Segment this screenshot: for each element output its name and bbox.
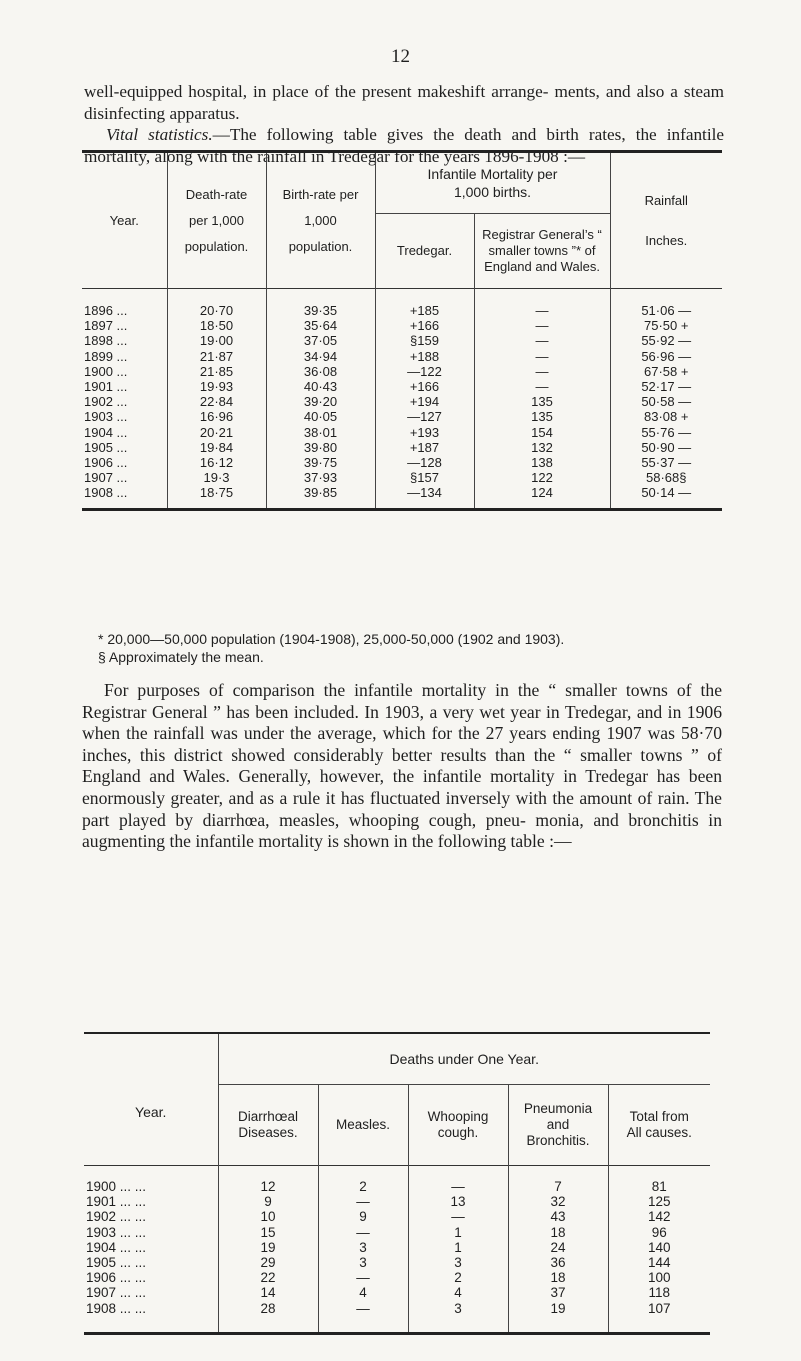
rainfall-inches: 55·37 —	[610, 455, 722, 470]
footnote-approximate: § Approximately the mean.	[98, 649, 264, 665]
table-row	[84, 1301, 710, 1334]
infantile-registrar: 138	[474, 455, 610, 470]
diarrhoeal-deaths: 19	[218, 1240, 318, 1255]
death-rate: 21·85	[167, 364, 266, 379]
infantile-tredegar: §159	[375, 333, 474, 348]
measles-deaths: —	[318, 1270, 408, 1285]
table-row	[84, 1209, 710, 1224]
table-row	[82, 425, 722, 440]
diarrhoeal-deaths: 29	[218, 1255, 318, 1270]
total-deaths: 81	[608, 1166, 710, 1195]
whooping-cough-deaths: 2	[408, 1270, 508, 1285]
infant-deaths-table	[84, 1032, 710, 1335]
rainfall-inches: 50·58 —	[610, 394, 722, 409]
row-year: 1903 ...	[84, 409, 128, 425]
infantile-registrar: 122	[474, 470, 610, 485]
diarrhoeal-deaths: 10	[218, 1209, 318, 1224]
header-tredegar: Tredegar.	[375, 214, 474, 289]
whooping-cough-deaths: 3	[408, 1301, 508, 1334]
table-row	[82, 379, 722, 394]
measles-deaths: 3	[318, 1240, 408, 1255]
total-deaths: 125	[608, 1194, 710, 1209]
birth-rate: 36·08	[266, 364, 375, 379]
table-row	[82, 409, 722, 424]
measles-deaths: 9	[318, 1209, 408, 1224]
infantile-registrar: 135	[474, 394, 610, 409]
row-year: 1900 ...	[84, 363, 128, 379]
whooping-cough-deaths: 3	[408, 1255, 508, 1270]
row-year: 1897 ...	[84, 318, 128, 334]
table-row	[84, 1270, 710, 1285]
pneumonia-deaths: 24	[508, 1240, 608, 1255]
rainfall-inches: 56·96 —	[610, 349, 722, 364]
row-year: 1907 ... ...	[86, 1285, 147, 1301]
birth-rate: 34·94	[266, 349, 375, 364]
rainfall-inches: 83·08 +	[610, 409, 722, 424]
infantile-registrar: —	[474, 364, 610, 379]
total-deaths: 140	[608, 1240, 710, 1255]
row-year: 1899 ...	[84, 348, 128, 364]
whooping-cough-deaths: 1	[408, 1240, 508, 1255]
total-deaths: 107	[608, 1301, 710, 1334]
infantile-tredegar: §157	[375, 470, 474, 485]
whooping-cough-deaths: —	[408, 1166, 508, 1195]
infantile-tredegar: —134	[375, 485, 474, 510]
death-rate: 18·50	[167, 318, 266, 333]
birth-rate: 40·43	[266, 379, 375, 394]
death-rate: 19·93	[167, 379, 266, 394]
table-row	[82, 455, 722, 470]
diarrhoeal-deaths: 12	[218, 1166, 318, 1195]
row-year: 1902 ...	[84, 394, 128, 410]
intro-text: well-equipped hospital, in place of the present makeshift arrange- ments, and also a steam disinfecting apparatus.	[84, 82, 724, 123]
infantile-tredegar: —127	[375, 409, 474, 424]
vital-statistics-table	[82, 150, 722, 511]
total-deaths: 142	[608, 1209, 710, 1224]
diarrhoeal-deaths: 9	[218, 1194, 318, 1209]
row-year: 1898 ...	[84, 333, 128, 349]
birth-rate: 37·93	[266, 470, 375, 485]
header-diarrhoeal: Diarrhœal Diseases.	[218, 1085, 318, 1166]
infantile-registrar: 132	[474, 440, 610, 455]
row-year: 1901 ... ...	[86, 1194, 147, 1210]
birth-rate: 39·75	[266, 455, 375, 470]
pneumonia-deaths: 32	[508, 1194, 608, 1209]
rainfall-inches: 75·50 +	[610, 318, 722, 333]
infantile-tredegar: +188	[375, 349, 474, 364]
row-year: 1906 ...	[84, 454, 128, 470]
death-rate: 20·70	[167, 289, 266, 319]
diarrhoeal-deaths: 28	[218, 1301, 318, 1334]
rainfall-inches: 58·68§	[610, 470, 722, 485]
diarrhoeal-deaths: 14	[218, 1285, 318, 1300]
birth-rate: 39·20	[266, 394, 375, 409]
infantile-tredegar: +166	[375, 379, 474, 394]
row-year: 1896 ...	[84, 303, 128, 319]
vital-statistics-label: Vital statistics.	[106, 125, 213, 144]
birth-rate: 39·85	[266, 485, 375, 510]
pneumonia-deaths: 19	[508, 1301, 608, 1334]
table-row	[82, 470, 722, 485]
pneumonia-deaths: 36	[508, 1255, 608, 1270]
table-row	[82, 394, 722, 409]
infantile-tredegar: +187	[375, 440, 474, 455]
rainfall-inches: 50·14 —	[610, 485, 722, 510]
table-row	[84, 1225, 710, 1240]
table-row	[82, 289, 722, 319]
birth-rate: 38·01	[266, 425, 375, 440]
whooping-cough-deaths: 4	[408, 1285, 508, 1300]
birth-rate: 37·05	[266, 333, 375, 348]
pneumonia-deaths: 18	[508, 1225, 608, 1240]
table-row	[82, 485, 722, 510]
infantile-tredegar: +185	[375, 289, 474, 319]
measles-deaths: —	[318, 1194, 408, 1209]
table-footnotes	[98, 630, 738, 666]
row-year: 1908 ... ...	[86, 1300, 147, 1316]
row-year: 1904 ...	[84, 424, 128, 440]
row-year: 1905 ...	[84, 439, 128, 455]
header-rainfall: Rainfall Inches.	[610, 152, 722, 289]
table-row	[84, 1255, 710, 1270]
rainfall-inches: 52·17 —	[610, 379, 722, 394]
birth-rate: 39·80	[266, 440, 375, 455]
whooping-cough-deaths: —	[408, 1209, 508, 1224]
death-rate: 19·84	[167, 440, 266, 455]
row-year: 1908 ...	[84, 485, 128, 501]
total-deaths: 144	[608, 1255, 710, 1270]
diarrhoeal-deaths: 22	[218, 1270, 318, 1285]
row-year: 1907 ...	[84, 470, 128, 486]
total-deaths: 100	[608, 1270, 710, 1285]
infantile-registrar: —	[474, 318, 610, 333]
footnote-population: * 20,000—50,000 population (1904-1908), 25,000-50,000 (1902 and 1903).	[98, 631, 565, 647]
measles-deaths: 3	[318, 1255, 408, 1270]
measles-deaths: 2	[318, 1166, 408, 1195]
death-rate: 20·21	[167, 425, 266, 440]
rainfall-inches: 51·06 —	[610, 289, 722, 319]
infantile-tredegar: —128	[375, 455, 474, 470]
row-year: 1906 ... ...	[86, 1270, 147, 1286]
row-year: 1900 ... ...	[86, 1179, 147, 1195]
row-year: 1904 ... ...	[86, 1239, 147, 1255]
birth-rate: 35·64	[266, 318, 375, 333]
rainfall-inches: 55·92 —	[610, 333, 722, 348]
table-row	[84, 1240, 710, 1255]
infantile-registrar: —	[474, 333, 610, 348]
row-year: 1903 ... ...	[86, 1224, 147, 1240]
table-row	[84, 1166, 710, 1195]
table-row	[82, 364, 722, 379]
comparison-paragraph: For purposes of comparison the infantile mortality in the “ smaller towns of the Registrar General ” has been included. In 1903, a very wet year in Tredegar, and in 1906 when the rainfall was under the average, which for the 27 years ending 1907 was 58·70 inches, this district showed considerably better results than the “ smaller towns ” of England and Wales. Generally, however, the infantile mortality in Tredegar has been enormously greater, and as a rule it has fluctuated inversely with the amount of rain. The part played by diarrhœa, measles, whooping cough, pneu- monia, and bronchitis in augmenting the infantile mortality is shown in the following table :—	[82, 680, 722, 852]
intro-text-continued: —The following table gives the death and birth rates, the infantile mortality, along with the rainfall in Tredegar for the years 1896-1908 :—	[84, 125, 724, 166]
infantile-tredegar: +166	[375, 318, 474, 333]
measles-deaths: 4	[318, 1285, 408, 1300]
header-year: Year.	[109, 212, 139, 228]
pneumonia-deaths: 37	[508, 1285, 608, 1300]
infantile-tredegar: +193	[375, 425, 474, 440]
infantile-registrar: —	[474, 379, 610, 394]
whooping-cough-deaths: 1	[408, 1225, 508, 1240]
death-rate: 19·3	[167, 470, 266, 485]
header-deaths-under-one-year: Deaths under One Year.	[218, 1033, 710, 1085]
infantile-registrar: —	[474, 349, 610, 364]
death-rate: 18·75	[167, 485, 266, 510]
rainfall-inches: 55·76 —	[610, 425, 722, 440]
rainfall-inches: 67·58 +	[610, 364, 722, 379]
header-death-rate: Death-rate per 1,000 population.	[167, 152, 266, 289]
death-rate: 19·00	[167, 333, 266, 348]
death-rate: 16·12	[167, 455, 266, 470]
death-rate: 21·87	[167, 349, 266, 364]
header-registrar-general: Registrar General’s “ smaller towns ”* of England and Wales.	[474, 214, 610, 289]
table-row	[82, 318, 722, 333]
diarrhoeal-deaths: 15	[218, 1225, 318, 1240]
row-year: 1905 ... ...	[86, 1255, 147, 1271]
rainfall-inches: 50·90 —	[610, 440, 722, 455]
death-rate: 22·84	[167, 394, 266, 409]
table-row	[82, 440, 722, 455]
table-row	[84, 1194, 710, 1209]
birth-rate: 40·05	[266, 409, 375, 424]
infantile-registrar: 124	[474, 485, 610, 510]
header-birth-rate: Birth-rate per 1,000 population.	[266, 152, 375, 289]
header-measles: Measles.	[318, 1085, 408, 1166]
table-row	[84, 1285, 710, 1300]
row-year: 1901 ...	[84, 379, 128, 395]
header-infantile-mortality: Infantile Mortality per 1,000 births.	[375, 152, 610, 214]
total-deaths: 118	[608, 1285, 710, 1300]
infantile-tredegar: —122	[375, 364, 474, 379]
header-pneumonia: Pneumonia and Bronchitis.	[508, 1085, 608, 1166]
measles-deaths: —	[318, 1225, 408, 1240]
pneumonia-deaths: 7	[508, 1166, 608, 1195]
death-rate: 16·96	[167, 409, 266, 424]
row-year: 1902 ... ...	[86, 1209, 147, 1225]
measles-deaths: —	[318, 1301, 408, 1334]
header-total: Total from All causes.	[608, 1085, 710, 1166]
infantile-registrar: 135	[474, 409, 610, 424]
pneumonia-deaths: 43	[508, 1209, 608, 1224]
header-whooping-cough: Whooping cough.	[408, 1085, 508, 1166]
infantile-registrar: —	[474, 289, 610, 319]
infantile-registrar: 154	[474, 425, 610, 440]
table-row	[82, 333, 722, 348]
header-year: Year.	[135, 1104, 167, 1120]
pneumonia-deaths: 18	[508, 1270, 608, 1285]
total-deaths: 96	[608, 1225, 710, 1240]
whooping-cough-deaths: 13	[408, 1194, 508, 1209]
page-number: 12	[391, 46, 410, 67]
infantile-tredegar: +194	[375, 394, 474, 409]
table-row	[82, 349, 722, 364]
birth-rate: 39·35	[266, 289, 375, 319]
